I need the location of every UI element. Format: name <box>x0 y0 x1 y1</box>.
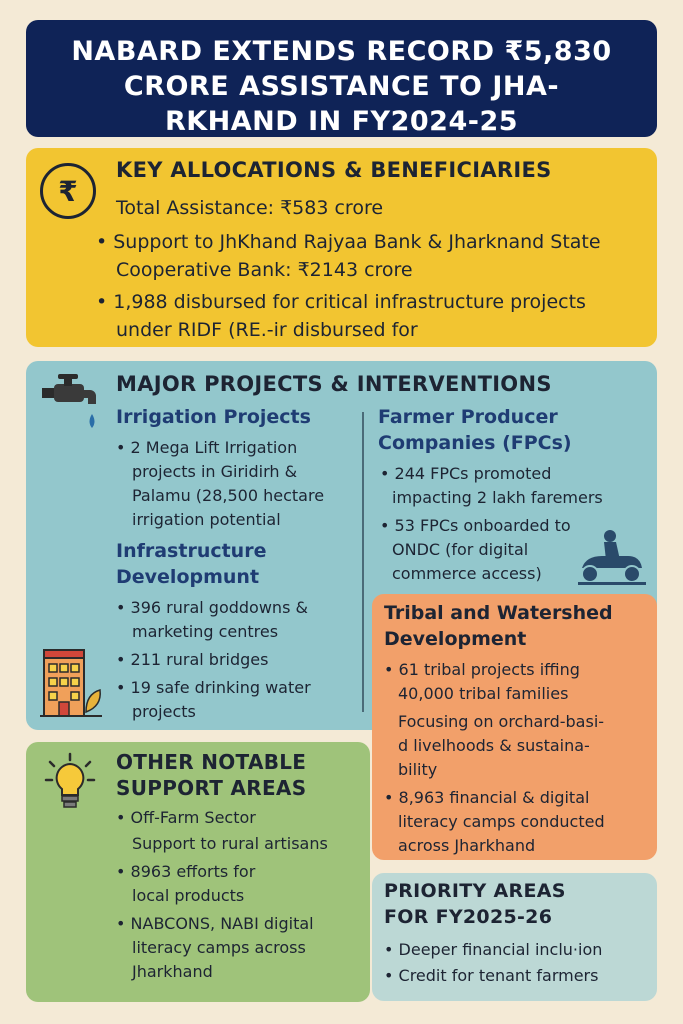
infra-item-1b: marketing centres <box>132 622 279 641</box>
building-icon <box>38 646 104 718</box>
tribal-line-4: d livelhoods & sustaina- <box>398 736 590 755</box>
priority-item-2: • Credit for tenant farmers <box>384 964 598 988</box>
farmer-scooter-icon <box>576 528 648 586</box>
title-line-3: RKHAND IN FY2024-25 <box>164 106 519 137</box>
infra-item-3a: • 19 safe drinking water <box>116 676 311 700</box>
page-title <box>26 20 657 139</box>
fpc-heading-1: Farmer Producer <box>378 406 558 428</box>
tribal-line-7: literacy camps conducted <box>398 812 605 831</box>
lightbulb-icon <box>44 752 96 812</box>
tribal-heading-1: Tribal and Watershed <box>384 602 613 624</box>
other-line-7: Jharkhand <box>132 962 213 981</box>
tribal-line-1: • 61 tribal projects iffing <box>384 658 580 682</box>
water-tap-icon <box>40 372 100 436</box>
tribal-heading-2: Development <box>384 628 527 650</box>
major-projects-heading: MAJOR PROJECTS & INTERVENTIONS <box>116 372 552 396</box>
fpc-item-1a: • 244 FPCs promoted <box>380 462 551 486</box>
irrigation-line-2: projects in Giridirh & <box>132 462 298 481</box>
infrastructure-heading-1: Infrastructure <box>116 540 267 562</box>
rupee-icon: ₹ <box>40 163 96 219</box>
irrigation-line-3: Palamu (28,500 hectare <box>132 486 325 505</box>
title-line-1: NABARD EXTENDS RECORD ₹5,830 <box>71 36 612 67</box>
infra-item-2: • 211 rural bridges <box>116 648 268 672</box>
other-line-5: • NABCONS, NABI digital <box>116 912 314 936</box>
tribal-line-2: 40,000 tribal families <box>398 684 569 703</box>
other-line-1: • Off-Farm Sector <box>116 806 256 830</box>
irrigation-heading: Irrigation Projects <box>116 406 311 428</box>
fpc-item-2b: ONDC (for digital <box>392 540 529 559</box>
title-banner <box>26 20 657 137</box>
support-line-1: • Support to JhKhand Rajyaa Bank & Jharknand State <box>96 228 601 256</box>
fpc-item-2a: • 53 FPCs onboarded to <box>380 514 571 538</box>
irrigation-line-4: irrigation potential <box>132 510 281 529</box>
column-divider <box>362 412 364 712</box>
support-line-2: Cooperative Bank: ₹2143 crore <box>116 259 413 281</box>
tribal-line-8: across Jharkhand <box>398 836 536 855</box>
fpc-item-1b: impacting 2 lakh faremers <box>392 488 603 507</box>
other-line-4: local products <box>132 886 245 905</box>
other-heading-1: OTHER NOTABLE <box>116 750 307 774</box>
title-line-2: CRORE ASSISTANCE TO JHA- <box>123 71 560 102</box>
fpc-heading-2: Companies (FPCs) <box>378 432 572 454</box>
infra-item-3b: projects <box>132 702 196 721</box>
irrigation-line-1: • 2 Mega Lift Irrigation <box>116 436 297 460</box>
priority-item-1: • Deeper financial inclu·ion <box>384 938 602 962</box>
key-allocations-heading: KEY ALLOCATIONS & BENEFICIARIES <box>116 158 552 182</box>
ridf-line-1: • 1,988 disbursed for critical infrastructure projects <box>96 288 586 316</box>
infrastructure-heading-2: Developmunt <box>116 566 260 588</box>
fpc-item-2c: commerce access) <box>392 564 542 583</box>
tribal-line-5: bility <box>398 760 438 779</box>
ridf-line-2: under RIDF (RE.-ir disbursed for <box>116 319 418 341</box>
tribal-line-6: • 8,963 financial & digital <box>384 786 589 810</box>
other-line-3: • 8963 efforts for <box>116 860 255 884</box>
infra-item-1a: • 396 rural goddowns & <box>116 596 308 620</box>
priority-heading-2: FOR FY2025-26 <box>384 906 553 928</box>
tribal-line-3: Focusing on orchard-basi- <box>398 712 605 731</box>
other-heading-2: SUPPORT AREAS <box>116 776 307 800</box>
priority-heading-1: PRIORITY AREAS <box>384 880 566 902</box>
other-line-2: Support to rural artisans <box>132 834 328 853</box>
total-assistance: Total Assistance: ₹583 crore <box>116 197 384 219</box>
other-line-6: literacy camps across <box>132 938 306 957</box>
